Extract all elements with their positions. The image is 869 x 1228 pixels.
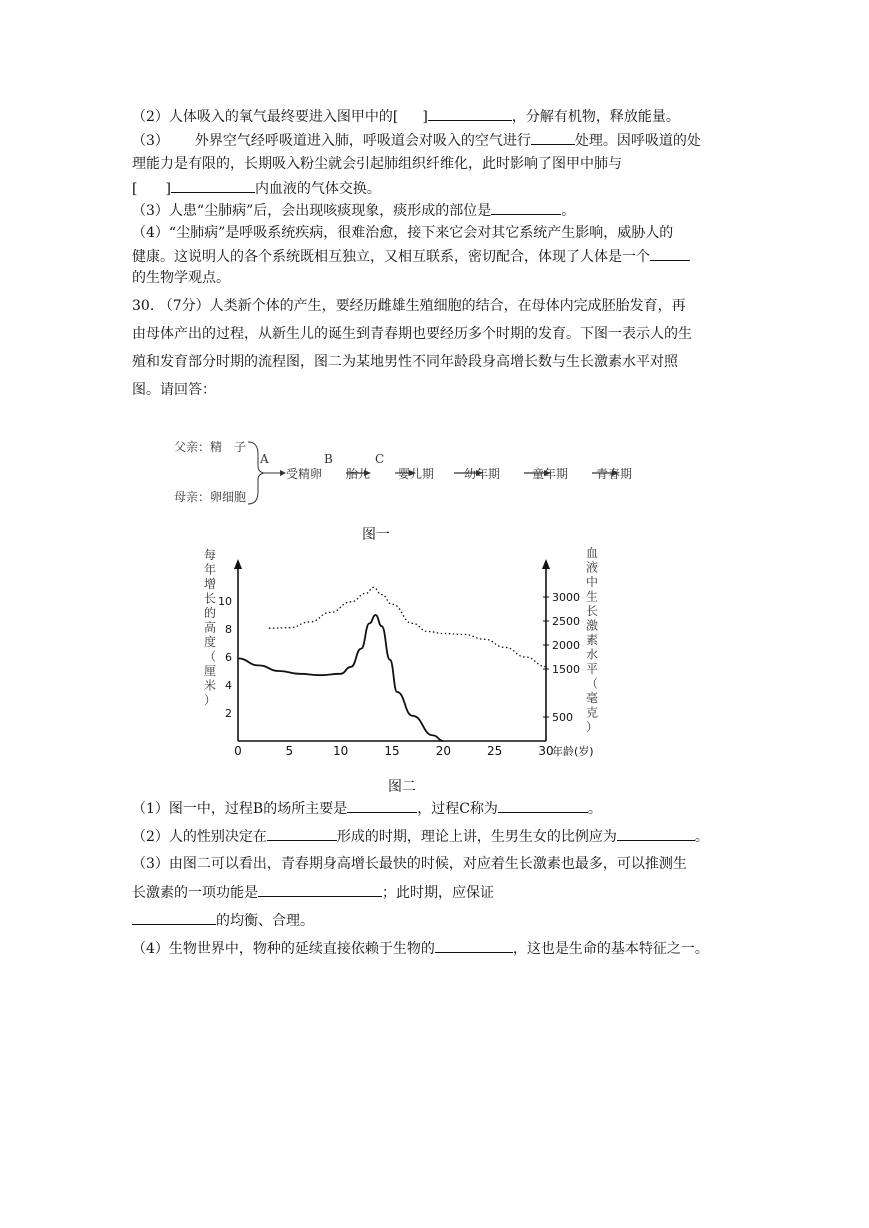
answer-blank[interactable]: [171, 178, 255, 193]
q30-intro-1: 30. （7分）人类新个体的产生，要经历雌雄生殖细胞的结合，在母体内完成胚胎发育，再: [132, 298, 686, 314]
process-a-label: A: [260, 452, 269, 466]
q30-answer-3c: 的均衡、合理。: [132, 910, 314, 931]
y2-tick-label: 2000: [552, 639, 580, 652]
process-b-label: B: [324, 452, 333, 466]
y-axis-label: 每年增长的高度（厘米）: [203, 548, 217, 707]
series-growth-hormone-line: [269, 587, 546, 666]
q29-line-4a: （4）“尘肺病”是呼吸系统疾病，很难治愈，接下来它会对其它系统产生影响，威胁人的: [132, 225, 674, 241]
q29-line-3a: （3） 外界空气经呼吸道进入肺，呼吸道会对吸入的空气进行 处理。因呼吸道的处: [132, 130, 701, 151]
figure-2-chart: [190, 545, 630, 765]
q30-answer-1: （1）图一中，过程B的场所主要是 ，过程C称为 。: [132, 798, 602, 819]
figure-2-caption: 图二: [388, 779, 416, 795]
q30-intro-3: 殖和发育部分时期的流程图，图二为某地男性不同年龄段身高增长数与生长激素水平对照: [132, 354, 678, 370]
x-tick-label: 0: [234, 744, 242, 758]
x-tick-label: 10: [333, 744, 349, 758]
q29-line-4c: 的生物学观点。: [132, 270, 230, 286]
q30-intro-2: 由母体产出的过程，从新生儿的诞生到青春期也要经历多个时期的发育。下图一表示人的生: [132, 326, 692, 342]
stage-childhood: 童年期: [532, 467, 569, 481]
y2-tick-label: 3000: [552, 591, 580, 604]
answer-blank[interactable]: [617, 826, 695, 841]
answer-blank[interactable]: [132, 910, 216, 925]
answer-blank[interactable]: [491, 200, 561, 215]
mother-egg-label: 母亲：卵细胞: [174, 490, 247, 504]
q30-answer-3a: （3）由图二可以看出，青春期身高增长最快的时候，对应着生长激素也最多，可以推测生: [132, 856, 687, 872]
x-tick-label: 20: [435, 744, 451, 758]
q29-line-2: （2）人体吸入的氧气最终要进入图甲中的[ ] ，分解有机物，释放能量。: [132, 106, 680, 127]
stage-early-childhood: 幼年期: [464, 467, 501, 481]
answer-blank[interactable]: [258, 882, 382, 897]
q29-line-3b: 理能力是有限的，长期吸入粉尘就会引起肺组织纤维化，此时影响了图甲中肺与: [132, 156, 622, 172]
x-tick-label: 15: [384, 744, 400, 758]
process-c-label: C: [375, 452, 385, 466]
y-tick-label: 8: [225, 623, 232, 636]
y2-axis-label: 血液中生长激素水平（毫克）: [585, 546, 599, 734]
answer-blank[interactable]: [531, 130, 575, 145]
y-axis-right-arrow-icon: [542, 559, 550, 569]
x-tick-label: 30: [538, 744, 554, 758]
x-axis-label: 年龄(岁): [552, 745, 594, 758]
series-height-growth-line: [238, 615, 443, 741]
y-axis-left-arrow-icon: [234, 559, 242, 569]
y2-tick-label: 500: [552, 711, 573, 724]
q29-line-3d: （3）人患“尘肺病”后，会出现咳痰现象，痰形成的部位是 。: [132, 200, 575, 221]
q29-line-3c: [ ] 内血液的气体交换。: [132, 178, 381, 199]
q29-line-4b: 健康。这说明人的各个系统既相互独立，又相互联系，密切配合，体现了人体是一个: [132, 246, 690, 267]
answer-blank[interactable]: [267, 826, 337, 841]
answer-blank[interactable]: [498, 798, 588, 813]
y-tick-label: 2: [225, 707, 232, 720]
answer-blank[interactable]: [650, 246, 690, 261]
x-tick-label: 25: [487, 744, 503, 758]
q30-answer-2: （2）人的性别决定在 形成的时期，理论上讲，生男生女的比例应为 。: [132, 826, 709, 847]
father-sperm-label: 父亲：精 子: [174, 440, 247, 454]
answer-blank[interactable]: [347, 798, 417, 813]
x-tick-label: 5: [285, 744, 294, 758]
y-tick-label: 4: [225, 679, 232, 692]
y-tick-label: 10: [218, 595, 232, 608]
y2-tick-label: 1500: [552, 663, 580, 676]
stage-infancy: 婴儿期: [398, 467, 435, 481]
stage-zygote: 受精卵: [286, 467, 323, 481]
q30-answer-4: （4）生物世界中，物种的延续直接依赖于生物的 ，这也是生命的基本特征之一。: [132, 938, 709, 959]
answer-blank[interactable]: [435, 938, 513, 953]
answer-blank[interactable]: [428, 106, 512, 121]
y2-tick-label: 2500: [552, 615, 580, 628]
figure-1-caption: 图一: [362, 527, 390, 543]
q30-answer-3b: 长激素的一项功能是 ；此时期，应保证: [132, 882, 494, 903]
y-tick-label: 6: [225, 651, 232, 664]
stage-fetus: 胎儿: [346, 467, 371, 481]
stage-adolescence: 青春期: [596, 467, 633, 481]
q30-intro-4: 图。请回答：: [132, 382, 216, 398]
